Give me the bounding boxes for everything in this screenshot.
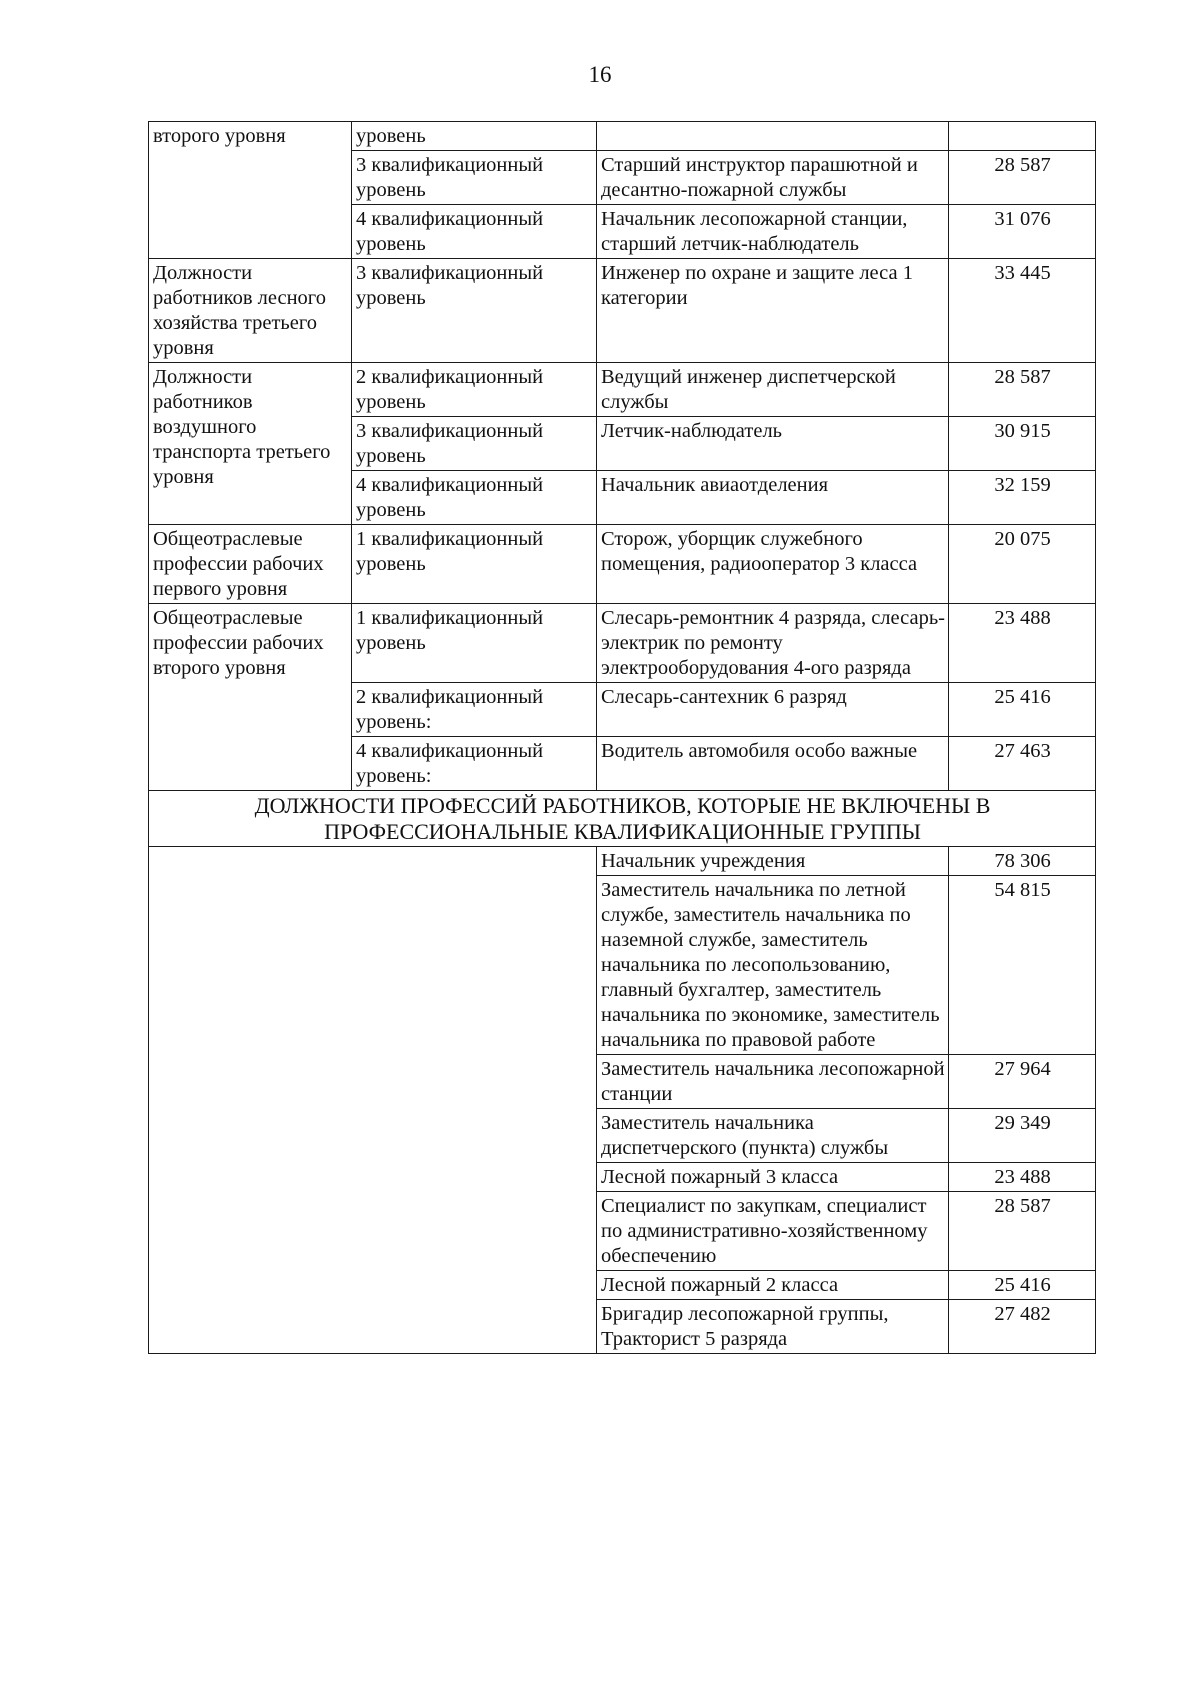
position-cell: Заместитель начальника диспетчерского (пункта) службы bbox=[597, 1109, 949, 1163]
level-cell: 3 квалификационный уровень bbox=[352, 259, 597, 363]
position-cell: Сторож, уборщик служебного помещения, радиооператор 3 класса bbox=[597, 525, 949, 604]
level-cell: 2 квалификационный уровень bbox=[352, 363, 597, 417]
salary-cell: 28 587 bbox=[949, 1192, 1096, 1271]
salary-cell: 32 159 bbox=[949, 471, 1096, 525]
position-cell: Лесной пожарный 2 класса bbox=[597, 1271, 949, 1300]
position-cell: Начальник авиаотделения bbox=[597, 471, 949, 525]
level-cell: 4 квалификационный уровень: bbox=[352, 737, 597, 791]
position-cell: Старший инструктор парашютной и десантно-пожарной службы bbox=[597, 151, 949, 205]
position-cell: Начальник лесопожарной станции, старший летчик-наблюдатель bbox=[597, 205, 949, 259]
position-cell: Инженер по охране и защите леса 1 категории bbox=[597, 259, 949, 363]
position-cell: Заместитель начальника по летной службе, заместитель начальника по наземной службе, заместитель начальника по лесопользованию, главный бухгалтер, заместитель начальника по экономике, заместитель начальника по правовой работе bbox=[597, 876, 949, 1055]
position-cell: Ведущий инженер диспетчерской службы bbox=[597, 363, 949, 417]
section-header-row bbox=[149, 791, 1096, 847]
salary-cell: 78 306 bbox=[949, 847, 1096, 876]
position-cell: Водитель автомобиля особо важные bbox=[597, 737, 949, 791]
salary-cell: 25 416 bbox=[949, 1271, 1096, 1300]
position-cell: Начальник учреждения bbox=[597, 847, 949, 876]
salary-cell: 27 482 bbox=[949, 1300, 1096, 1354]
section-header: ДОЛЖНОСТИ ПРОФЕССИЙ РАБОТНИКОВ, КОТОРЫЕ НЕ ВКЛЮЧЕНЫ В ПРОФЕССИОНАЛЬНЫЕ КВАЛИФИКАЦИОННЫЕ ГРУППЫ bbox=[149, 791, 1096, 847]
group-cell: Общеотраслевые профессии рабочих первого уровня bbox=[149, 525, 352, 604]
position-cell: Слесарь-сантехник 6 разряд bbox=[597, 683, 949, 737]
level-cell: 3 квалификационный уровень bbox=[352, 417, 597, 471]
level-cell: уровень bbox=[352, 122, 597, 151]
group-cell: второго уровня bbox=[149, 122, 352, 259]
empty-merged-cell bbox=[149, 847, 597, 1354]
salary-table bbox=[148, 121, 1096, 1354]
position-cell: Заместитель начальника лесопожарной станции bbox=[597, 1055, 949, 1109]
salary-cell: 28 587 bbox=[949, 363, 1096, 417]
salary-cell: 29 349 bbox=[949, 1109, 1096, 1163]
salary-cell: 31 076 bbox=[949, 205, 1096, 259]
salary-cell: 54 815 bbox=[949, 876, 1096, 1055]
table-row bbox=[149, 259, 1096, 363]
position-cell: Летчик-наблюдатель bbox=[597, 417, 949, 471]
salary-cell: 25 416 bbox=[949, 683, 1096, 737]
salary-cell: 30 915 bbox=[949, 417, 1096, 471]
group-cell: Общеотраслевые профессии рабочих второго уровня bbox=[149, 604, 352, 791]
salary-cell: 28 587 bbox=[949, 151, 1096, 205]
group-cell: Должности работников воздушного транспорта третьего уровня bbox=[149, 363, 352, 525]
salary-cell: 27 964 bbox=[949, 1055, 1096, 1109]
position-cell: Слесарь-ремонтник 4 разряда, слесарь-электрик по ремонту электрооборудования 4-ого разряда bbox=[597, 604, 949, 683]
position-cell: Бригадир лесопожарной группы, Тракторист 5 разряда bbox=[597, 1300, 949, 1354]
table-row bbox=[149, 847, 1096, 876]
salary-cell: 33 445 bbox=[949, 259, 1096, 363]
salary-cell: 23 488 bbox=[949, 604, 1096, 683]
position-cell bbox=[597, 122, 949, 151]
salary-cell: 20 075 bbox=[949, 525, 1096, 604]
position-cell: Лесной пожарный 3 класса bbox=[597, 1163, 949, 1192]
salary-cell bbox=[949, 122, 1096, 151]
level-cell: 4 квалификационный уровень bbox=[352, 471, 597, 525]
salary-cell: 23 488 bbox=[949, 1163, 1096, 1192]
table-row bbox=[149, 122, 1096, 151]
level-cell: 2 квалификационный уровень: bbox=[352, 683, 597, 737]
table-row bbox=[149, 525, 1096, 604]
group-cell: Должности работников лесного хозяйства третьего уровня bbox=[149, 259, 352, 363]
level-cell: 1 квалификационный уровень bbox=[352, 604, 597, 683]
table-row bbox=[149, 604, 1096, 683]
level-cell: 4 квалификационный уровень bbox=[352, 205, 597, 259]
position-cell: Специалист по закупкам, специалист по административно-хозяйственному обеспечению bbox=[597, 1192, 949, 1271]
level-cell: 3 квалификационный уровень bbox=[352, 151, 597, 205]
salary-cell: 27 463 bbox=[949, 737, 1096, 791]
page-number: 16 bbox=[588, 62, 612, 87]
level-cell: 1 квалификационный уровень bbox=[352, 525, 597, 604]
table-row bbox=[149, 363, 1096, 417]
